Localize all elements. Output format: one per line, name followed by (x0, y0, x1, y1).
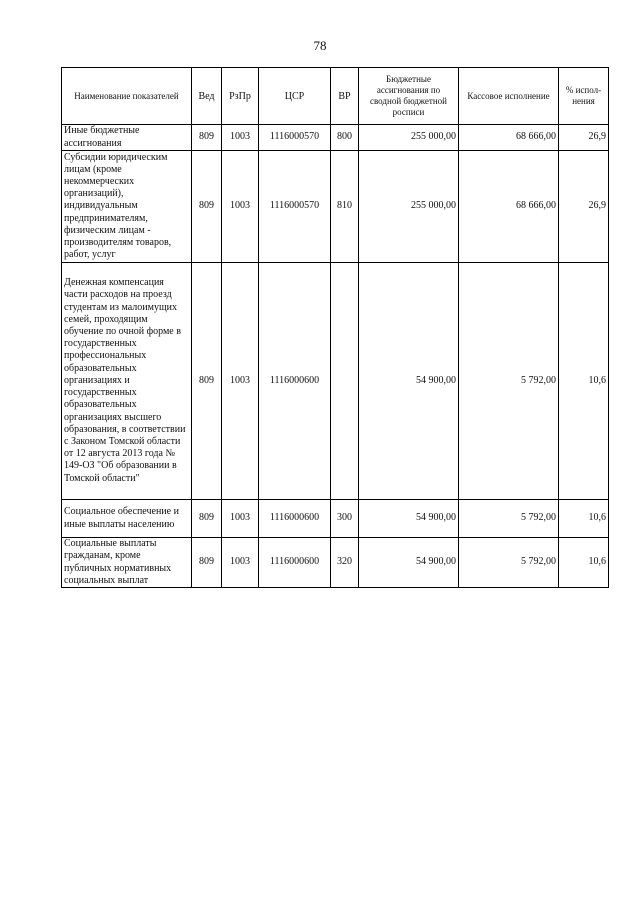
budget-table (61, 67, 609, 588)
table-row (62, 151, 609, 263)
header-csr: ЦСР (259, 68, 331, 125)
header-percent: % испол-нения (559, 68, 609, 125)
row-assignments: 54 900,00 (359, 538, 459, 588)
row-cash-execution: 68 666,00 (459, 151, 559, 263)
row-vr: 810 (331, 151, 359, 263)
header-rzpr: РзПр (222, 68, 259, 125)
row-cash-execution: 5 792,00 (459, 538, 559, 588)
header-cash-execution: Кассовое исполнение (459, 68, 559, 125)
row-name: Денежная компенсация части расходов на проезд студентам из малоимущих семей, проходящим обучение по очной форме в государственных профессиональных образовательных организациях и государственных образовательных организациях высшего образования, в соответствии с Законом Томской области от 12 августа 2013 года № 149-ОЗ "Об образовании в Томской области" (62, 263, 192, 500)
row-ved: 809 (192, 538, 222, 588)
table-row (62, 125, 609, 151)
row-name: Субсидии юридическим лицам (кроме некоммерческих организаций), индивидуальным предпринимателям, физическим лицам - производителям товаров, работ, услуг (62, 151, 192, 263)
row-percent: 10,6 (559, 263, 609, 500)
row-csr: 1116000600 (259, 538, 331, 588)
row-cash-execution: 5 792,00 (459, 263, 559, 500)
row-ved: 809 (192, 500, 222, 538)
row-csr: 1116000570 (259, 125, 331, 151)
header-ved: Вед (192, 68, 222, 125)
row-csr: 1116000570 (259, 151, 331, 263)
row-assignments: 255 000,00 (359, 151, 459, 263)
row-rzpr: 1003 (222, 263, 259, 500)
row-rzpr: 1003 (222, 500, 259, 538)
row-vr: 320 (331, 538, 359, 588)
table-header-row (62, 68, 609, 125)
row-name: Иные бюджетные ассигнования (62, 125, 192, 151)
row-name: Социальные выплаты гражданам, кроме публичных нормативных социальных выплат (62, 538, 192, 588)
header-assignments: Бюджетные ассигнования по сводной бюджетной росписи (359, 68, 459, 125)
table-row (62, 263, 609, 500)
row-rzpr: 1003 (222, 125, 259, 151)
row-ved: 809 (192, 151, 222, 263)
header-name: Наименование показателей (62, 68, 192, 125)
header-vr: ВР (331, 68, 359, 125)
row-vr (331, 263, 359, 500)
row-name: Социальное обеспечение и иные выплаты населению (62, 500, 192, 538)
row-rzpr: 1003 (222, 538, 259, 588)
row-assignments: 54 900,00 (359, 500, 459, 538)
table-row (62, 538, 609, 588)
row-percent: 10,6 (559, 538, 609, 588)
row-vr: 800 (331, 125, 359, 151)
table-row (62, 500, 609, 538)
row-csr: 1116000600 (259, 263, 331, 500)
row-cash-execution: 68 666,00 (459, 125, 559, 151)
row-csr: 1116000600 (259, 500, 331, 538)
row-ved: 809 (192, 263, 222, 500)
row-percent: 26,9 (559, 125, 609, 151)
row-ved: 809 (192, 125, 222, 151)
row-cash-execution: 5 792,00 (459, 500, 559, 538)
row-percent: 26,9 (559, 151, 609, 263)
row-assignments: 54 900,00 (359, 263, 459, 500)
row-percent: 10,6 (559, 500, 609, 538)
page-number: 78 (313, 38, 327, 53)
row-rzpr: 1003 (222, 151, 259, 263)
row-assignments: 255 000,00 (359, 125, 459, 151)
row-vr: 300 (331, 500, 359, 538)
